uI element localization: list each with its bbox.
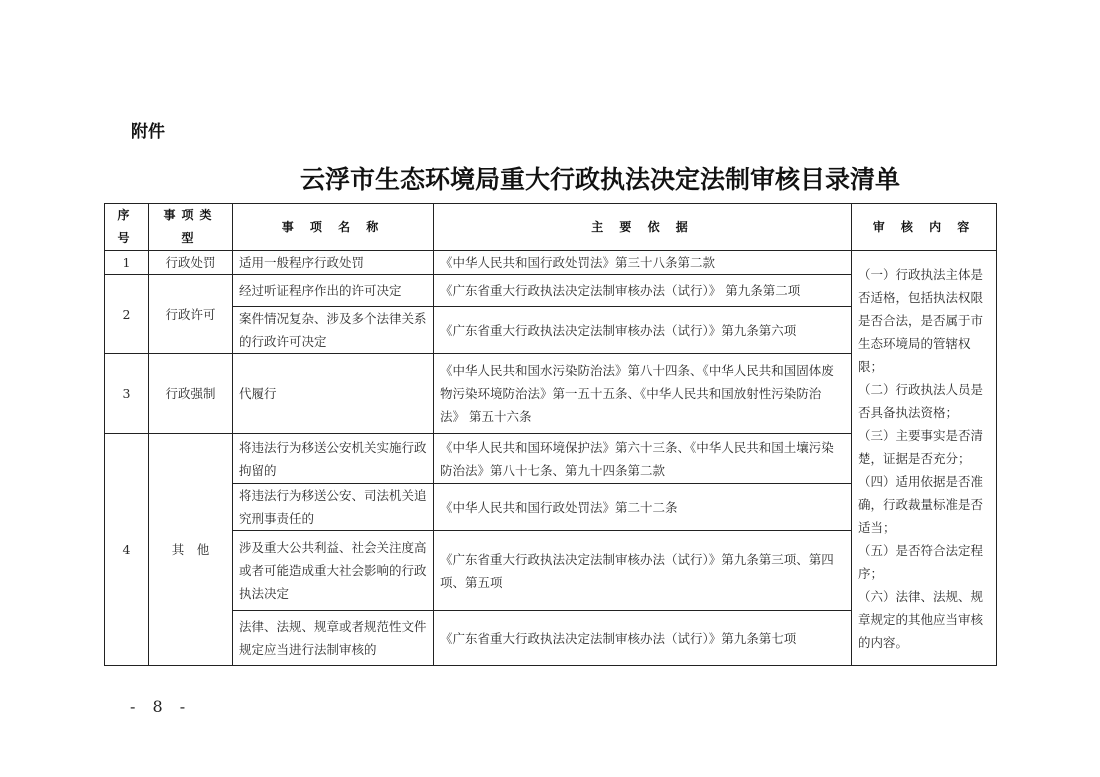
review-catalog-table <box>104 203 997 666</box>
review-point: （一）行政执法主体是否适格，包括执法权限是否合法，是否属于市生态环境局的管辖权限； <box>858 266 984 374</box>
row-item: 案件情况复杂、涉及多个法律关系的行政许可决定 <box>233 307 434 354</box>
document-title: 云浮市生态环境局重大行政执法决定法制审核目录清单 <box>299 165 900 194</box>
row-basis: 《广东省重大行政执法决定法制审核办法（试行）》第九条第六项 <box>434 307 852 354</box>
page-number: - 8 - <box>130 697 192 716</box>
row-seq: 2 <box>105 275 149 354</box>
header-review: 审 核 内 容 <box>852 204 997 251</box>
review-point: （五）是否符合法定程序； <box>858 542 984 581</box>
table-header-row <box>105 204 997 251</box>
review-point: （六）法律、法规、规章规定的其他应当审核的内容。 <box>858 588 984 650</box>
row-basis: 《中华人民共和国环境保护法》第六十三条、《中华人民共和国土壤污染防治法》第八十七条、第九十四条第二款 <box>434 434 852 484</box>
row-item: 涉及重大公共利益、社会关注度高或者可能造成重大社会影响的行政执法决定 <box>233 531 434 611</box>
header-seq: 序号 <box>105 204 149 251</box>
row-type: 行政处罚 <box>149 251 233 275</box>
review-point: （四）适用依据是否准确，行政裁量标准是否适当； <box>858 473 984 535</box>
row-seq: 3 <box>105 354 149 434</box>
row-seq: 4 <box>105 434 149 666</box>
row-basis: 《广东省重大行政执法决定法制审核办法（试行）》 第九条第二项 <box>434 275 852 307</box>
row-seq: 1 <box>105 251 149 275</box>
row-basis: 《中华人民共和国水污染防治法》第八十四条、《中华人民共和国固体废物污染环境防治法》第一五十五条、《中华人民共和国放射性污染防治法》 第五十六条 <box>434 354 852 434</box>
row-item: 适用一般程序行政处罚 <box>233 251 434 275</box>
row-basis: 《广东省重大行政执法决定法制审核办法（试行）》第九条第七项 <box>434 611 852 666</box>
review-content-cell <box>852 251 997 666</box>
row-basis: 《广东省重大行政执法决定法制审核办法（试行）》第九条第三项、第四项、第五项 <box>434 531 852 611</box>
header-basis: 主 要 依 据 <box>434 204 852 251</box>
review-point: （三）主要事实是否清楚，证据是否充分； <box>858 427 984 466</box>
row-type: 行政许可 <box>149 275 233 354</box>
row-type: 其 他 <box>149 434 233 666</box>
row-basis: 《中华人民共和国行政处罚法》第二十二条 <box>434 484 852 531</box>
review-point: （二）行政执法人员是否具备执法资格； <box>858 381 984 420</box>
row-item: 代履行 <box>233 354 434 434</box>
row-basis: 《中华人民共和国行政处罚法》第三十八条第二款 <box>434 251 852 275</box>
header-item: 事 项 名 称 <box>233 204 434 251</box>
row-item: 经过听证程序作出的许可决定 <box>233 275 434 307</box>
row-type: 行政强制 <box>149 354 233 434</box>
row-item: 将违法行为移送公安机关实施行政拘留的 <box>233 434 434 484</box>
row-item: 法律、法规、规章或者规范性文件规定应当进行法制审核的 <box>233 611 434 666</box>
table-row <box>105 251 997 275</box>
row-item: 将违法行为移送公安、司法机关追究刑事责任的 <box>233 484 434 531</box>
header-type: 事项类型 <box>149 204 233 251</box>
attachment-label: 附件 <box>131 122 165 142</box>
